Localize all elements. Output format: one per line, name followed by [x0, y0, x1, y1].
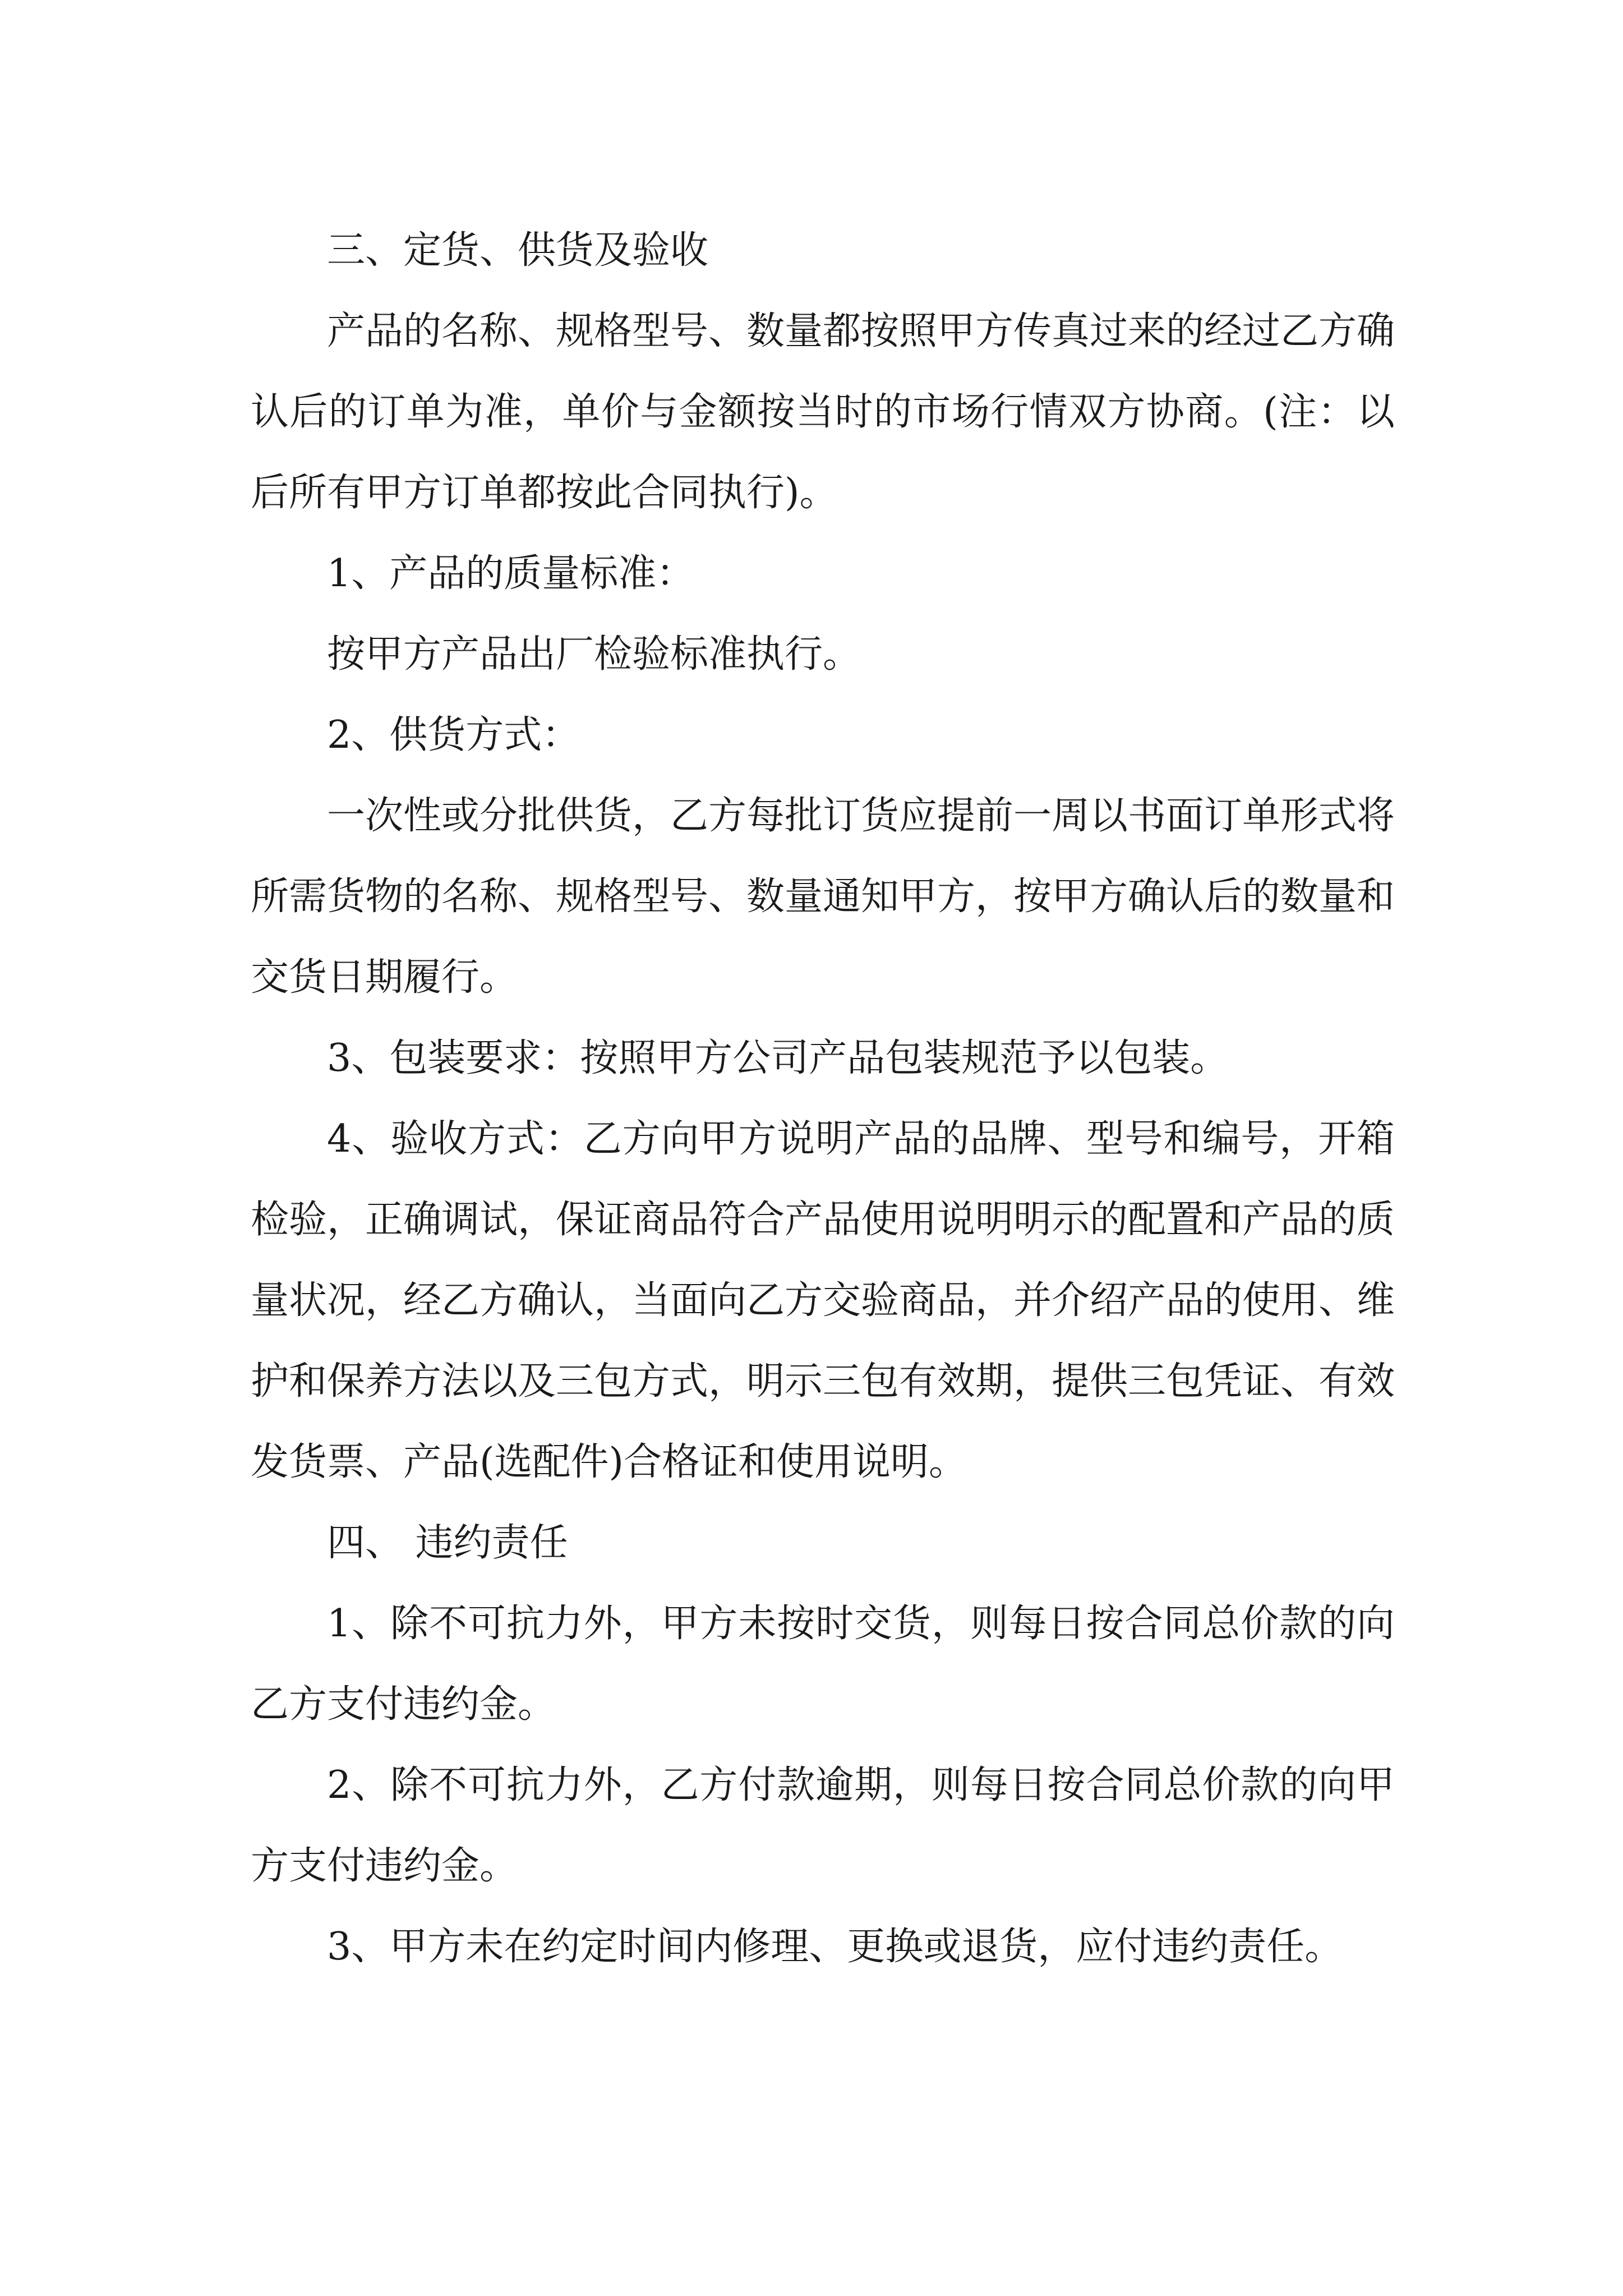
paragraph-supply-method: 一次性或分批供货，乙方每批订货应提前一周以书面订单形式将所需货物的名称、规格型号、数量通知甲方，按甲方确认后的数量和交货日期履行。 — [251, 794, 1395, 1000]
paragraph-product-order: 产品的名称、规格型号、数量都按照甲方传真过来的经过乙方确认后的订单为准，单价与金额按当时的市场行情双方协商。(注：以后所有甲方订单都按此合同执行)。 — [251, 309, 1395, 515]
item-liability-party-b-payment: 2、除不可抗力外，乙方付款逾期，则每日按合同总价款的向甲方支付违约金。 — [251, 1763, 1395, 1888]
item-quality-standard-heading: 1、产品的质量标准： — [327, 551, 695, 596]
paragraph-quality-standard: 按甲方产品出厂检验标准执行。 — [327, 632, 861, 677]
item-liability-party-a-delivery: 1、除不可抗力外，甲方未按时交货，则每日按合同总价款的向乙方支付违约金。 — [251, 1602, 1395, 1727]
section-heading-liability: 四、 违约责任 — [327, 1521, 568, 1565]
section-heading-delivery: 三、定货、供货及验收 — [327, 228, 709, 273]
item-liability-repair: 3、甲方未在约定时间内修理、更换或退货，应付违约责任。 — [327, 1925, 1343, 1969]
document-body — [251, 210, 1395, 1987]
item-packaging: 3、包装要求：按照甲方公司产品包装规范予以包装。 — [327, 1036, 1229, 1080]
item-acceptance-method: 4、验收方式：乙方向甲方说明产品的品牌、型号和编号，开箱检验，正确调试，保证商品符合产品使用说明明示的配置和产品的质量状况，经乙方确认，当面向乙方交验商品，并介绍产品的使用、维护和保养方法以及三包方式，明示三包有效期，提供三包凭证、有效发货票、产品(选配件)合格证和使用说明。 — [251, 1117, 1395, 1484]
item-supply-method-heading: 2、供货方式： — [327, 713, 580, 757]
